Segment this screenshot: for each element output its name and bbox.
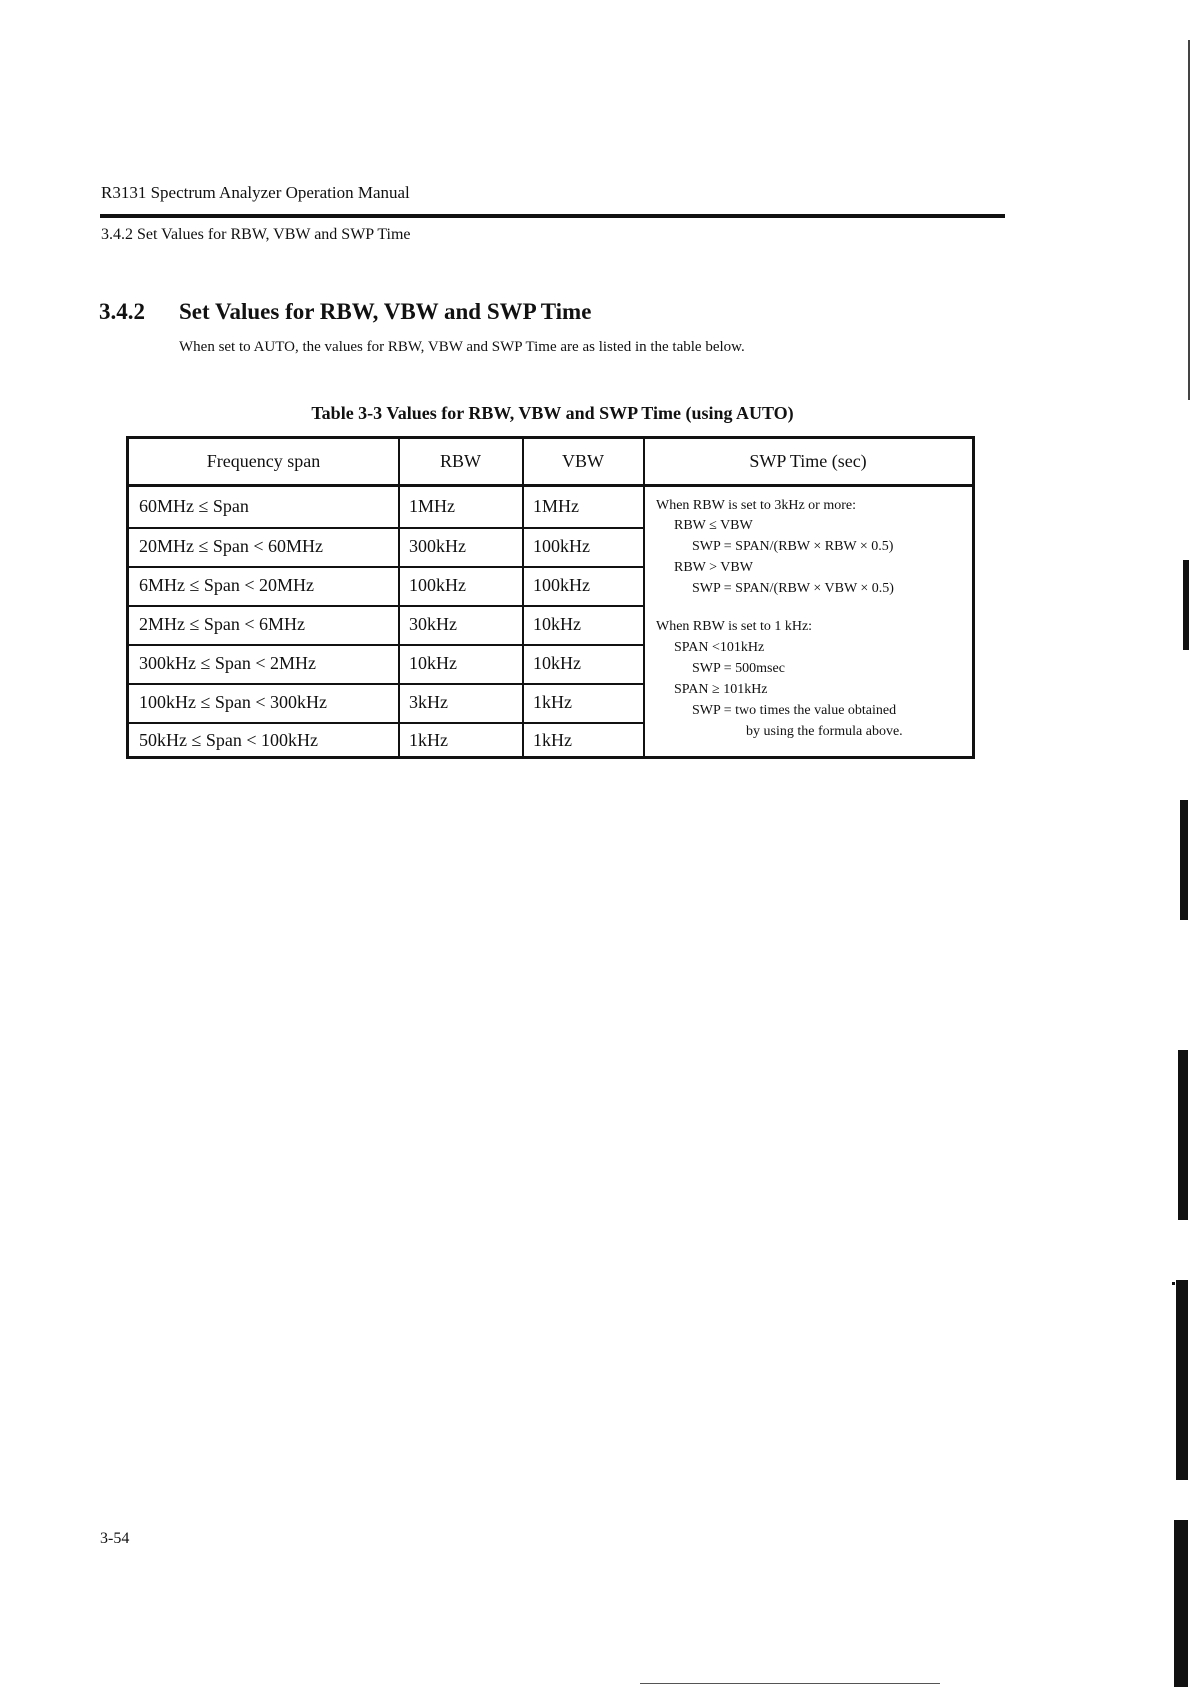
swp-line: SWP = two times the value obtained	[692, 703, 897, 718]
intro-paragraph: When set to AUTO, the values for RBW, VBW and SWP Time are as listed in the table below.	[179, 339, 745, 355]
scan-edge-mark	[1176, 1280, 1188, 1480]
header-rbw: RBW	[439, 451, 481, 471]
values-table	[126, 436, 975, 759]
span-cell: 50kHz ≤ Span < 100kHz	[139, 730, 319, 750]
swp-line: by using the formula above.	[746, 724, 903, 739]
rbw-cell: 100kHz	[409, 575, 466, 595]
header-divider	[129, 484, 972, 487]
section-number: 3.4.2	[99, 299, 145, 324]
vbw-cell: 10kHz	[533, 614, 581, 634]
swp-line: RBW > VBW	[674, 560, 753, 575]
header-swp-time: SWP Time (sec)	[749, 451, 867, 471]
swp-line: When RBW is set to 3kHz or more:	[656, 498, 856, 513]
swp-line: SWP = 500msec	[692, 661, 785, 676]
span-cell: 2MHz ≤ Span < 6MHz	[139, 614, 306, 634]
scan-edge-mark	[1188, 40, 1190, 400]
row-divider	[129, 605, 644, 607]
vbw-cell: 1MHz	[533, 496, 579, 516]
swp-line: SWP = SPAN/(RBW × VBW × 0.5)	[692, 581, 894, 596]
swp-line: SPAN <101kHz	[674, 640, 765, 655]
span-cell: 20MHz ≤ Span < 60MHz	[139, 536, 324, 556]
row-divider	[129, 644, 644, 646]
row-divider	[129, 527, 644, 529]
page-number: 3-54	[100, 1530, 130, 1547]
vbw-cell: 1kHz	[533, 730, 572, 750]
scan-edge-mark	[1180, 800, 1188, 920]
swp-line: RBW ≤ VBW	[674, 518, 753, 533]
span-cell: 6MHz ≤ Span < 20MHz	[139, 575, 315, 595]
span-cell: 100kHz ≤ Span < 300kHz	[139, 692, 328, 712]
rbw-cell: 10kHz	[409, 653, 457, 673]
running-title: R3131 Spectrum Analyzer Operation Manual	[101, 183, 410, 202]
breadcrumb: 3.4.2 Set Values for RBW, VBW and SWP Time	[101, 226, 411, 243]
scan-edge-mark	[1178, 1050, 1188, 1220]
table-caption: Table 3-3 Values for RBW, VBW and SWP Time (using AUTO)	[311, 403, 794, 423]
rbw-cell: 30kHz	[409, 614, 457, 634]
swp-line: SWP = SPAN/(RBW × RBW × 0.5)	[692, 539, 894, 554]
header-frequency-span: Frequency span	[206, 451, 321, 471]
section-title: Set Values for RBW, VBW and SWP Time	[179, 299, 592, 324]
span-cell: 300kHz ≤ Span < 2MHz	[139, 653, 317, 673]
scan-edge-mark	[1174, 1520, 1188, 1687]
swp-line: When RBW is set to 1 kHz:	[656, 619, 813, 634]
rbw-cell: 1MHz	[409, 496, 455, 516]
span-cell: 60MHz ≤ Span	[139, 496, 249, 516]
rbw-cell: 1kHz	[409, 730, 448, 750]
header-vbw: VBW	[562, 451, 604, 471]
row-divider	[129, 722, 644, 724]
rbw-cell: 3kHz	[409, 692, 448, 712]
row-divider	[129, 566, 644, 568]
vbw-cell: 100kHz	[533, 536, 590, 556]
scan-edge-mark	[640, 1683, 940, 1684]
header-rule	[100, 214, 1005, 218]
vbw-cell: 10kHz	[533, 653, 581, 673]
vbw-cell: 100kHz	[533, 575, 590, 595]
swp-line: SPAN ≥ 101kHz	[674, 682, 768, 697]
vbw-cell: 1kHz	[533, 692, 572, 712]
scan-edge-mark	[1183, 560, 1189, 650]
section-heading	[99, 299, 591, 325]
rbw-cell: 300kHz	[409, 536, 466, 556]
row-divider	[129, 683, 644, 685]
scan-edge-mark	[1172, 1282, 1175, 1285]
